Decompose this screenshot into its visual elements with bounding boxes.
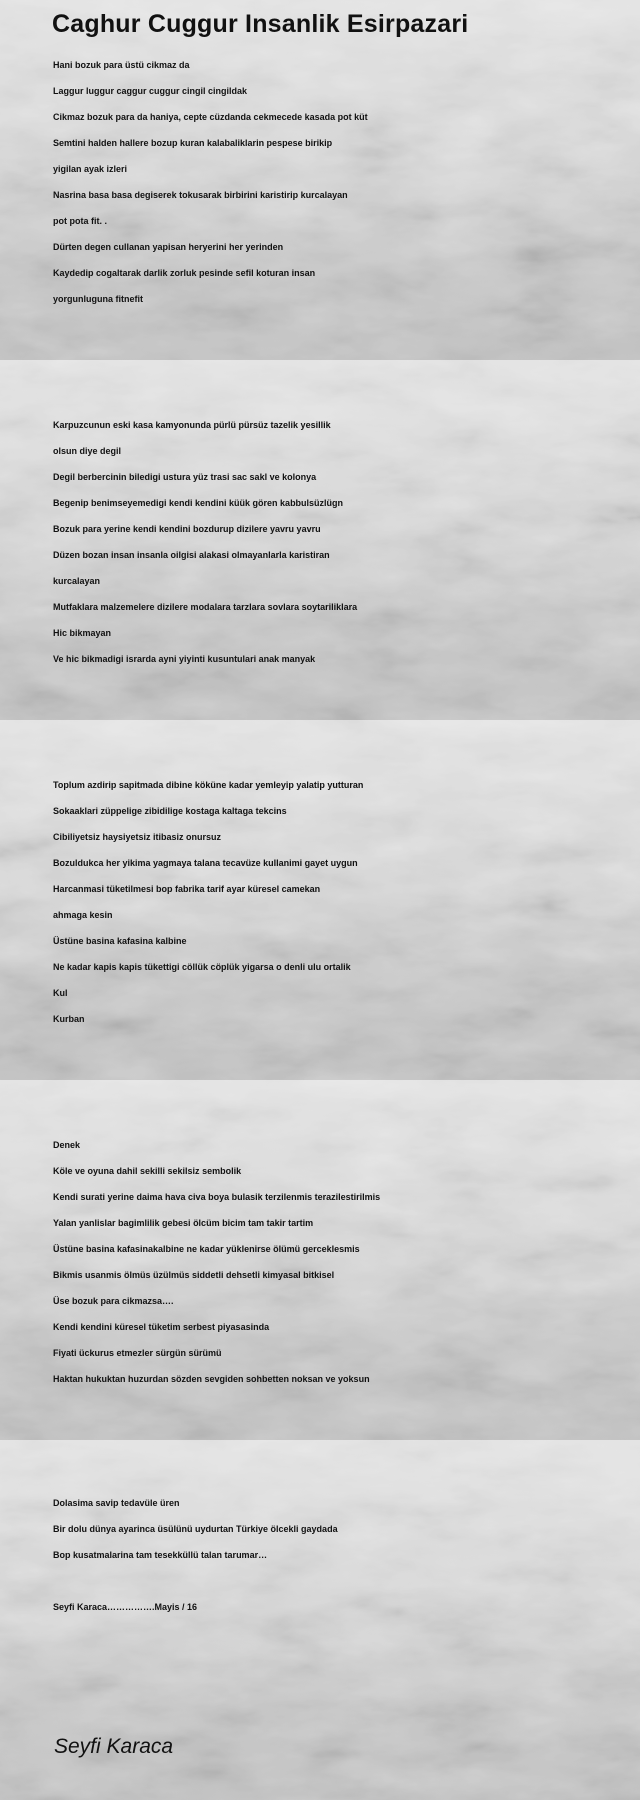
poem-line: Kaydedip cogaltarak darlik zorluk pesinde sefil koturan insan: [53, 268, 316, 278]
stanza-5: [53, 1490, 640, 1620]
poem-line: Köle ve oyuna dahil sekilli sekilsiz sembolik: [53, 1166, 242, 1176]
poem-line: Kendi surati yerine daima hava civa boya bulasik terzilenmis terazilestirilmis: [53, 1192, 381, 1202]
poem-line: Denek: [53, 1140, 81, 1150]
poem-line: Üstüne basina kafasina kalbine: [53, 936, 187, 946]
poem-line: Fiyati ückurus etmezler sürgün sürümü: [53, 1348, 222, 1358]
poem-line: Ve hic bikmadigi israrda ayni yiyinti kusuntulari anak manyak: [53, 654, 316, 664]
poem-line: Harcanmasi tüketilmesi bop fabrika tarif ayar küresel camekan: [53, 884, 321, 894]
poem-line: Kul: [53, 988, 68, 998]
poem-line: Bozuk para yerine kendi kendini bozdurup dizilere yavru yavru: [53, 524, 321, 534]
poem-title: Caghur Cuggur Insanlik Esirpazari: [52, 10, 469, 38]
poem-line: Nasrina basa basa degiserek tokusarak birbirini karistirip kurcalayan: [53, 190, 348, 200]
poem-line: Toplum azdirip sapitmada dibine köküne kadar yemleyip yalatip yutturan: [53, 780, 364, 790]
poem-line: Ne kadar kapis kapis tükettigi cöllük cöplük yigarsa o denli ulu ortalik: [53, 962, 351, 972]
poem-line: Cikmaz bozuk para da haniya, cepte cüzdanda cekmecede kasada pot küt: [53, 112, 368, 122]
poem-line: Dolasima savip tedavüle üren: [53, 1498, 180, 1508]
poem-line: Karpuzcunun eski kasa kamyonunda pürlü pürsüz tazelik yesillik: [53, 420, 331, 430]
poem-line: yorgunluguna fitnefit: [53, 294, 143, 304]
poem-line: Üse bozuk para cikmazsa….: [53, 1296, 174, 1306]
poem-line: Bikmis usanmis ölmüs üzülmüs siddetli dehsetli kimyasal bitkisel: [53, 1270, 335, 1280]
poem-line: Hic bikmayan: [53, 628, 112, 638]
poem-line: olsun diye degil: [53, 446, 122, 456]
poem-line: Dürten degen cullanan yapisan heryerini her yerinden: [53, 242, 284, 252]
poem-signature: Seyfi Karaca…………….Mayis / 16: [53, 1602, 198, 1612]
poem-line: Sokaaklari züppelige zibidilige kostaga kaltaga tekcins: [53, 806, 287, 816]
stanza-3: [53, 772, 640, 1032]
poem-line: Yalan yanlislar bagimlilik gebesi ölcüm bicim tam takir tartim: [53, 1218, 314, 1228]
poem-line: Düzen bozan insan insanla oilgisi alakasi olmayanlarla karistiran: [53, 550, 330, 560]
poem-line: Kurban: [53, 1014, 85, 1024]
author-name: Seyfi Karaca: [54, 1735, 174, 1758]
poem-line: ahmaga kesin: [53, 910, 113, 920]
stanza-1: [53, 52, 640, 312]
poem-line: Bozuldukca her yikima yagmaya talana tecavüze kullanimi gayet uygun: [53, 858, 358, 868]
poem-line: Bir dolu dünya ayarinca üsülünü uydurtan Türkiye ölcekli gaydada: [53, 1524, 338, 1534]
stanza-gap: [53, 1568, 640, 1594]
poem-line: pot pota fit. .: [53, 216, 107, 226]
poem-line: Bop kusatmalarina tam tesekküllü talan tarumar…: [53, 1550, 268, 1560]
stanza-4: [53, 1132, 640, 1392]
poem-line: Mutfaklara malzemelere dizilere modalara tarzlara sovlara soytariliklara: [53, 602, 358, 612]
poem-line: Semtini halden hallere bozup kuran kalabaliklarin pespese birikip: [53, 138, 333, 148]
poem-line: Laggur luggur caggur cuggur cingil cingildak: [53, 86, 248, 96]
poem-line: Üstüne basina kafasinakalbine ne kadar yüklenirse ölümü gerceklesmis: [53, 1244, 360, 1254]
poem-line: Hani bozuk para üstü cikmaz da: [53, 60, 190, 70]
poem-line: yigilan ayak izleri: [53, 164, 128, 174]
poem-line: Degil berbercinin biledigi ustura yüz trasi sac sakl ve kolonya: [53, 472, 317, 482]
poem-line: Begenip benimseyemedigi kendi kendini küük gören kabbulsüzlügn: [53, 498, 344, 508]
poem-line: Cibiliyetsiz haysiyetsiz itibasiz onursuz: [53, 832, 222, 842]
poem-line: kurcalayan: [53, 576, 101, 586]
poem-line: Haktan hukuktan huzurdan sözden sevgiden sohbetten noksan ve yoksun: [53, 1374, 370, 1384]
poem-line: Kendi kendini küresel tüketim serbest piyasasinda: [53, 1322, 270, 1332]
stanza-2: [53, 412, 640, 672]
